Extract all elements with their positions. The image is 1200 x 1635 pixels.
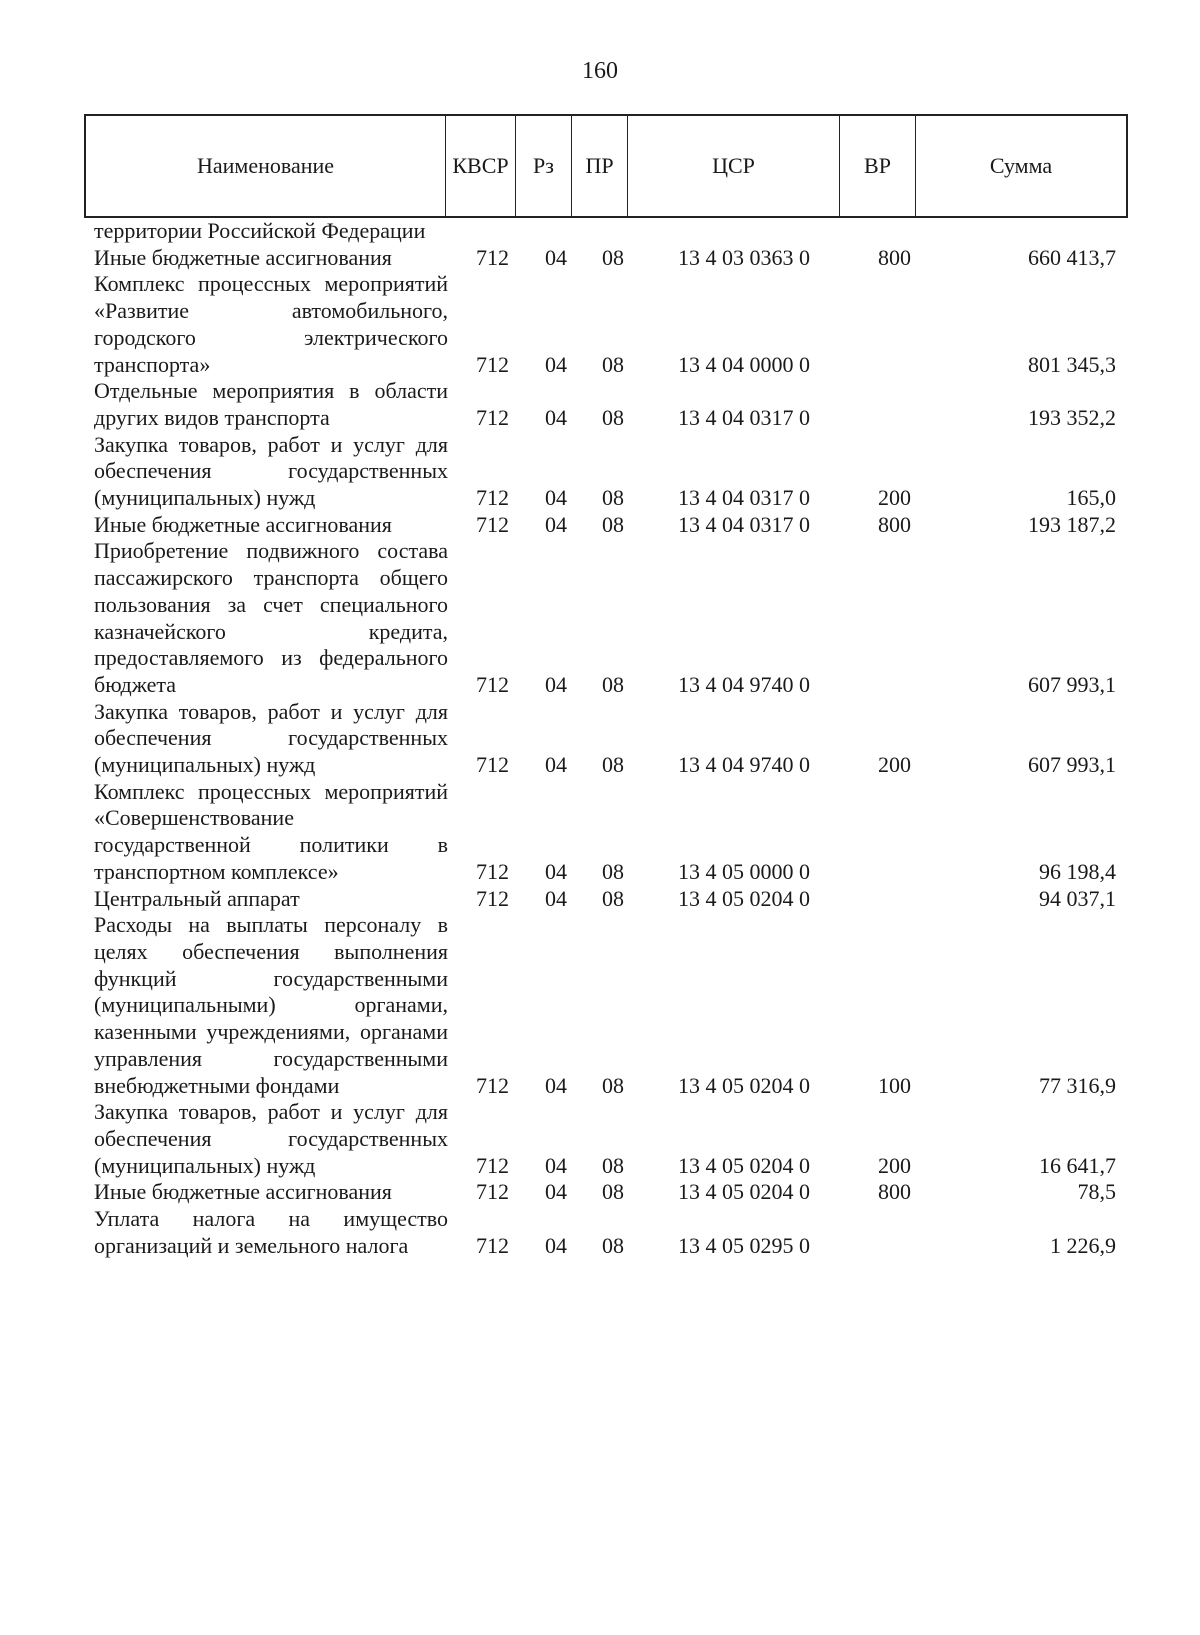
sum-cell: 96 198,4 [1039,858,1116,884]
sum-cell: 193 187,2 [1028,511,1116,537]
header-csr: ЦСР [628,116,840,216]
rz-cell: 04 [545,885,567,911]
sum-cell: 165,0 [1066,485,1116,511]
table-header [84,114,1128,218]
rz-cell: 04 [545,1179,567,1205]
kvsr-cell: 712 [476,1179,509,1205]
row-name: Уплата налога на имущество организаций и земельного налога [94,1206,448,1258]
pr-cell: 08 [602,1152,624,1178]
vr-cell: 800 [878,1179,911,1205]
kvsr-cell: 712 [476,1072,509,1098]
row-name: Приобретение подвижного состава пассажирского транспорта общего пользования за счет специального казначейского кредита, предоставляемого из федерального бюджета [94,538,448,697]
table-row [0,699,1200,779]
csr-cell: 13 4 04 0317 0 [678,485,810,511]
table-row [0,378,1200,431]
table-row [0,886,1200,913]
kvsr-cell: 712 [476,1152,509,1178]
header-pr: ПР [572,116,628,216]
sum-cell: 77 316,9 [1039,1072,1116,1098]
header-vr: ВР [840,116,916,216]
pr-cell: 08 [602,511,624,537]
csr-cell: 13 4 05 0000 0 [678,858,810,884]
csr-cell: 13 4 05 0204 0 [678,885,810,911]
pr-cell: 08 [602,485,624,511]
row-name: территории Российской Федерации [94,218,426,243]
vr-cell: 200 [878,485,911,511]
sum-cell: 1 226,9 [1050,1232,1116,1258]
row-name: Центральный аппарат [94,885,300,911]
csr-cell: 13 4 03 0363 0 [678,244,810,270]
rz-cell: 04 [545,351,567,377]
row-name: Расходы на выплаты персоналу в целях обеспечения выполнения функций государственными (муниципальными) органами, казенными учреждениями, органами управления государственными внебюджетными фондами [94,912,448,1098]
pr-cell: 08 [602,885,624,911]
kvsr-cell: 712 [476,858,509,884]
table-row [0,779,1200,886]
sum-cell: 607 993,1 [1028,752,1116,778]
pr-cell: 08 [602,351,624,377]
rz-cell: 04 [545,671,567,697]
kvsr-cell: 712 [476,671,509,697]
csr-cell: 13 4 05 0204 0 [678,1152,810,1178]
page-number: 160 [582,58,618,84]
row-name: Комплекс процессных мероприятий «Развитие автомобильного, городского электрического транспорта» [94,271,448,377]
vr-cell: 800 [878,511,911,537]
kvsr-cell: 712 [476,351,509,377]
kvsr-cell: 712 [476,752,509,778]
table-row [0,218,1200,245]
table-row [0,912,1200,1099]
table-row [0,1206,1200,1259]
row-name: Отдельные мероприятия в области других видов транспорта [94,378,448,430]
rz-cell: 04 [545,1232,567,1258]
csr-cell: 13 4 04 0317 0 [678,511,810,537]
row-name: Иные бюджетные ассигнования [94,244,392,270]
csr-cell: 13 4 04 9740 0 [678,752,810,778]
pr-cell: 08 [602,1072,624,1098]
kvsr-cell: 712 [476,511,509,537]
vr-cell: 100 [878,1072,911,1098]
kvsr-cell: 712 [476,244,509,270]
pr-cell: 08 [602,404,624,430]
row-name: Иные бюджетные ассигнования [94,511,392,537]
vr-cell: 200 [878,1152,911,1178]
csr-cell: 13 4 04 0000 0 [678,351,810,377]
table-row [0,1099,1200,1179]
csr-cell: 13 4 05 0204 0 [678,1179,810,1205]
vr-cell: 800 [878,244,911,270]
sum-cell: 78,5 [1077,1179,1116,1205]
header-kvsr: КВСР [446,116,516,216]
row-name: Закупка товаров, работ и услуг для обеспечения государственных (муниципальных) нужд [94,1099,448,1178]
sum-cell: 660 413,7 [1028,244,1116,270]
pr-cell: 08 [602,858,624,884]
pr-cell: 08 [602,1179,624,1205]
rz-cell: 04 [545,485,567,511]
rz-cell: 04 [545,1072,567,1098]
rz-cell: 04 [545,511,567,537]
pr-cell: 08 [602,244,624,270]
header-sum: Сумма [989,153,1053,178]
kvsr-cell: 712 [476,404,509,430]
pr-cell: 08 [602,671,624,697]
csr-cell: 13 4 05 0295 0 [678,1232,810,1258]
csr-cell: 13 4 05 0204 0 [678,1072,810,1098]
sum-cell: 801 345,3 [1028,351,1116,377]
row-name: Иные бюджетные ассигнования [94,1179,392,1205]
rz-cell: 04 [545,752,567,778]
rz-cell: 04 [545,1152,567,1178]
table-body [0,218,1200,1259]
header-name: Наименование [86,116,446,216]
rz-cell: 04 [545,858,567,884]
sum-cell: 607 993,1 [1028,671,1116,697]
table-row [0,245,1200,272]
kvsr-cell: 712 [476,485,509,511]
vr-cell: 200 [878,752,911,778]
table-row [0,271,1200,378]
table-row [0,432,1200,512]
table-row [0,1179,1200,1206]
kvsr-cell: 712 [476,885,509,911]
rz-cell: 04 [545,404,567,430]
kvsr-cell: 712 [476,1232,509,1258]
row-name: Закупка товаров, работ и услуг для обеспечения государственных (муниципальных) нужд [94,431,448,511]
table-row [0,512,1200,539]
row-name: Комплекс процессных мероприятий «Совершенствование государственной политики в транспортном комплексе» [94,778,448,884]
header-rz: Рз [516,116,572,216]
rz-cell: 04 [545,244,567,270]
sum-cell: 193 352,2 [1028,404,1116,430]
row-name: Закупка товаров, работ и услуг для обеспечения государственных (муниципальных) нужд [94,698,448,778]
sum-cell: 16 641,7 [1039,1152,1116,1178]
table-row [0,538,1200,698]
csr-cell: 13 4 04 9740 0 [678,671,810,697]
pr-cell: 08 [602,1232,624,1258]
csr-cell: 13 4 04 0317 0 [678,404,810,430]
sum-cell: 94 037,1 [1039,885,1116,911]
pr-cell: 08 [602,752,624,778]
